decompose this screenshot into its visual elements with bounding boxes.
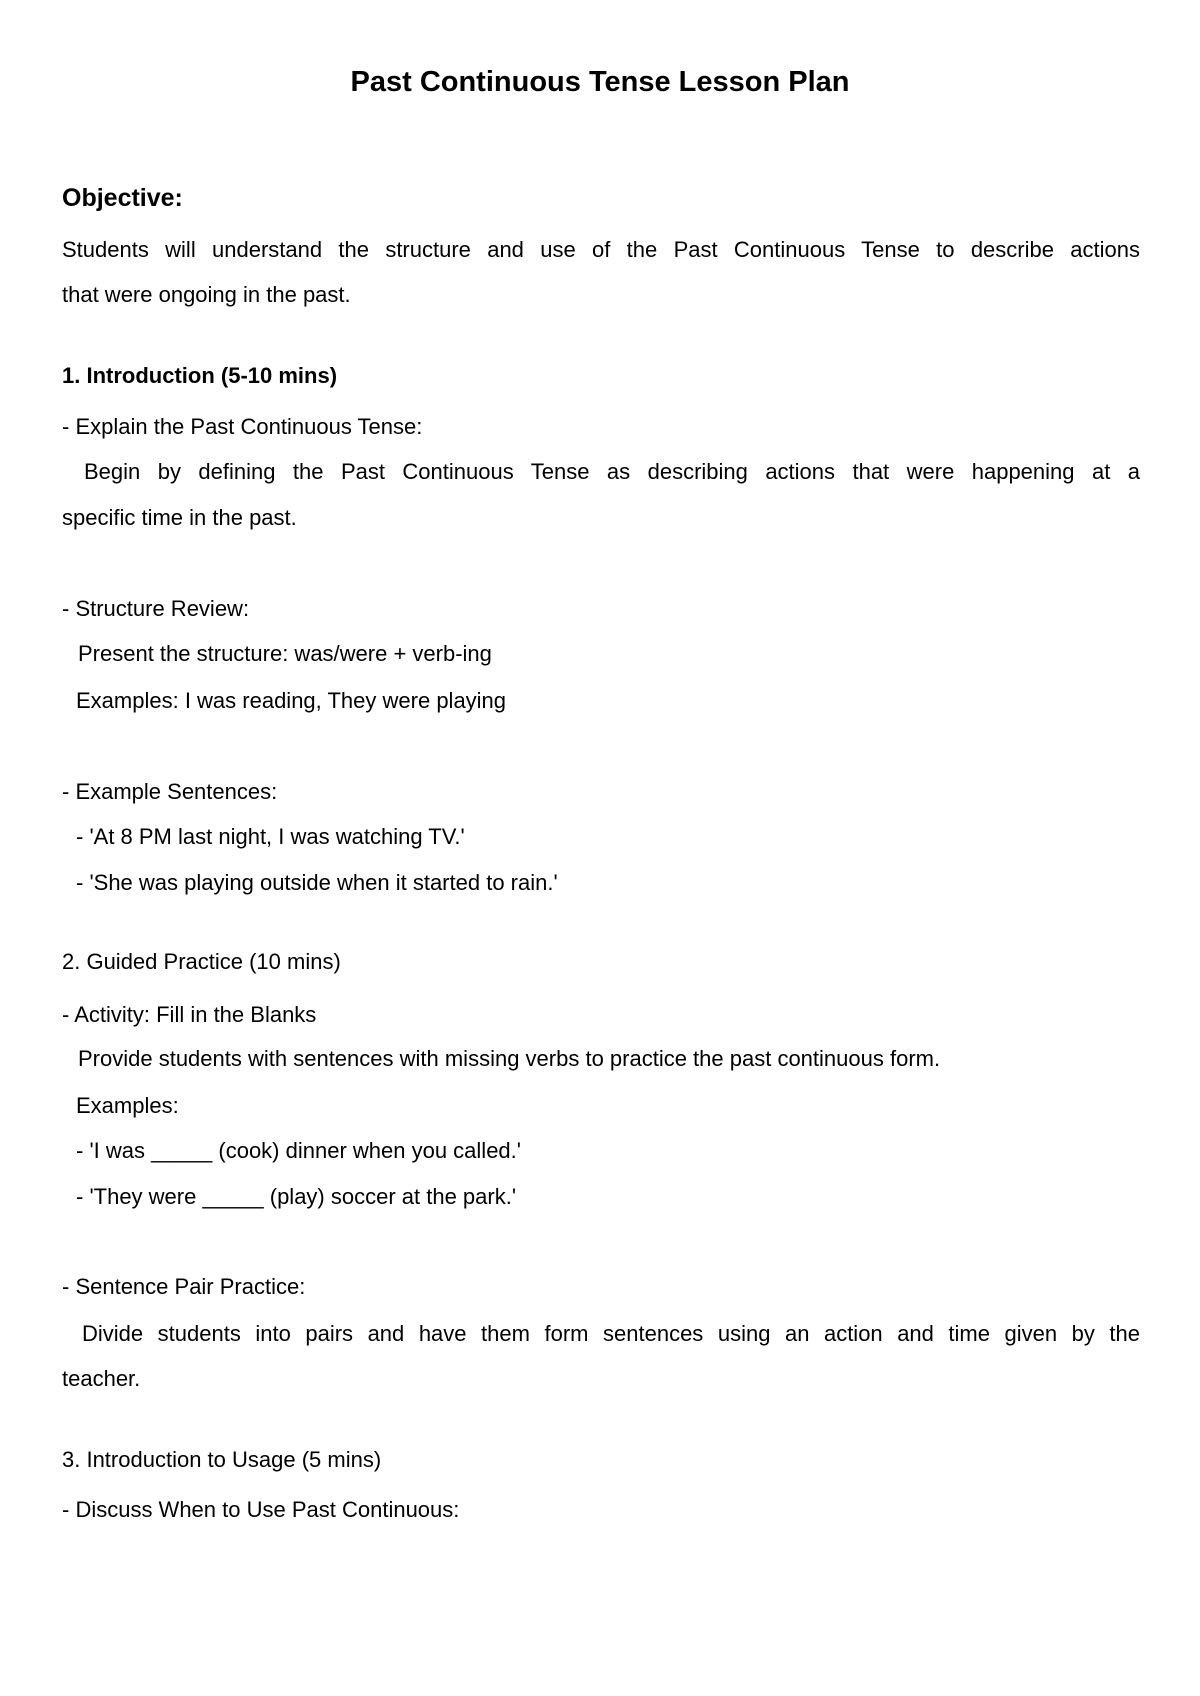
example-sentences-label: - Example Sentences: (62, 779, 278, 804)
objective-heading: Objective: (62, 184, 183, 212)
structure-examples: Examples: I was reading, They were playing (76, 688, 507, 713)
pair-practice-label: - Sentence Pair Practice: (62, 1274, 306, 1299)
fill-in-example: - 'I was _____ (cook) dinner when you called.' (76, 1138, 521, 1163)
document-title: Past Continuous Tense Lesson Plan (350, 66, 850, 98)
structure-present: Present the structure: was/were + verb-ing (78, 641, 492, 666)
pair-practice-text-line: Divide students into pairs and have them form sentences using an action and time given by the (82, 1321, 1140, 1346)
objective-text-line: Students will understand the structure and use of the Past Continuous Tense to describe actions (62, 237, 1140, 262)
explain-text-line: specific time in the past. (62, 505, 297, 530)
example-sentence: - 'At 8 PM last night, I was watching TV.' (76, 824, 465, 849)
activity-label: - Activity: Fill in the Blanks (62, 1002, 317, 1027)
activity-examples-label: Examples: (76, 1093, 179, 1118)
pair-practice-text-line: teacher. (62, 1366, 141, 1391)
section-2-heading: 2. Guided Practice (10 mins) (62, 949, 341, 974)
section-3-heading: 3. Introduction to Usage (5 mins) (62, 1447, 382, 1472)
explain-text-line: Begin by defining the Past Continuous Tense as describing actions that were happening at a (84, 459, 1140, 484)
structure-label: - Structure Review: (62, 596, 250, 621)
section-1-heading: 1. Introduction (5-10 mins) (62, 363, 338, 388)
objective-text-line: that were ongoing in the past. (62, 282, 351, 307)
discuss-label: - Discuss When to Use Past Continuous: (62, 1497, 460, 1522)
example-sentence: - 'She was playing outside when it started to rain.' (76, 870, 558, 895)
fill-in-example: - 'They were _____ (play) soccer at the park.' (76, 1184, 517, 1209)
activity-description: Provide students with sentences with missing verbs to practice the past continuous form. (78, 1046, 941, 1071)
explain-label: - Explain the Past Continuous Tense: (62, 414, 423, 439)
